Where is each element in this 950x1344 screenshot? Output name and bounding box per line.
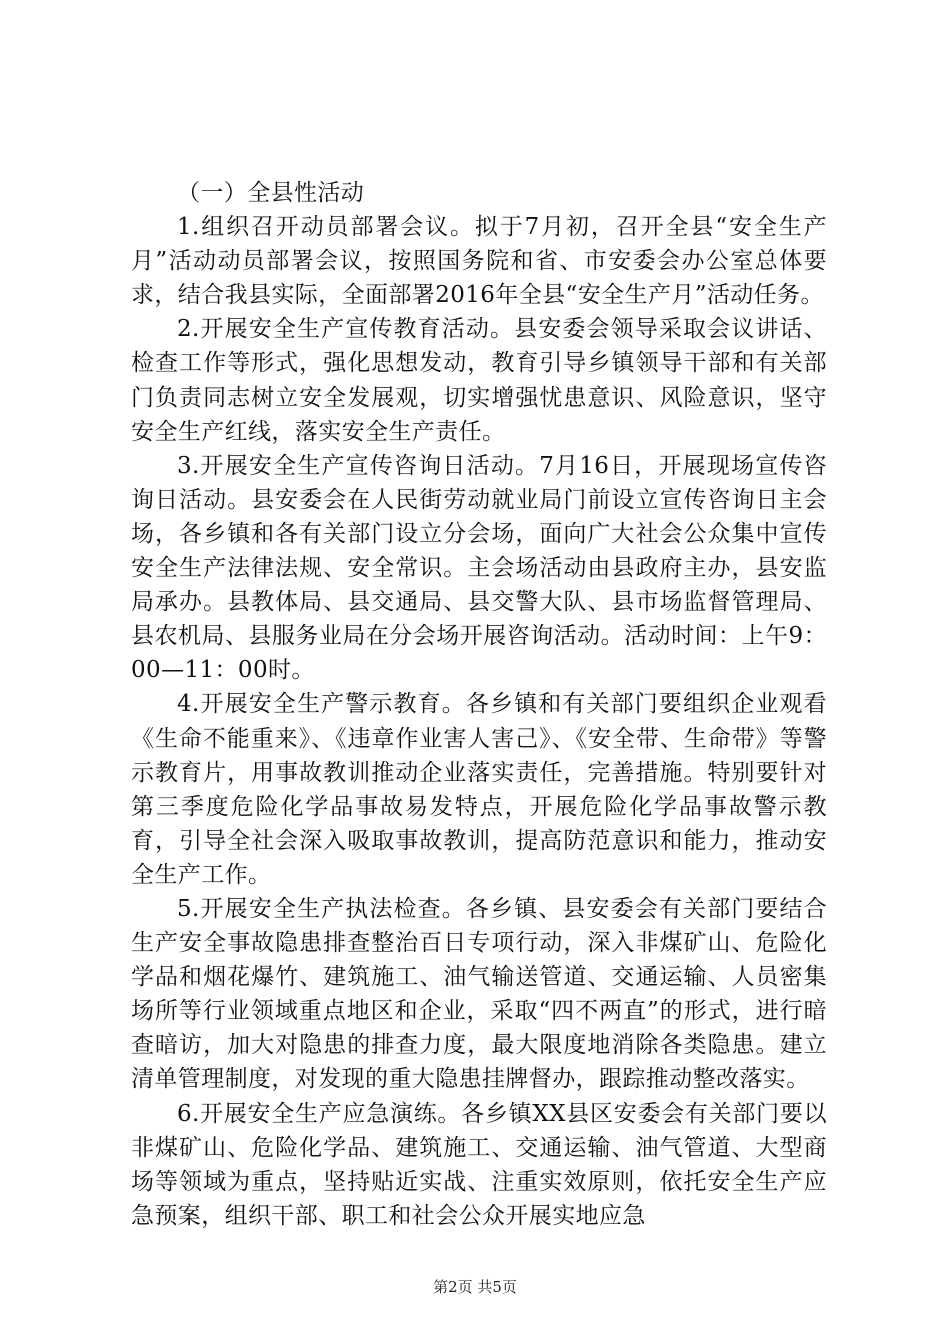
paragraph-item-2: 2.开展安全生产宣传教育活动。县安委会领导采取会议讲话、检查工作等形式，强化思想发动，教育引导乡镇领导干部和有关部门负责同志树立安全发展观，切实增强忧患意识、风险意识，坚守安全生产红线，落实安全生产责任。 [131, 316, 827, 445]
paragraph-item-3: 3.开展安全生产宣传咨询日活动。7月16日，开展现场宣传咨询日活动。县安委会在人民街劳动就业局门前设立宣传咨询日主会场，各乡镇和各有关部门设立分会场，面向广大社会公众集中宣传安全生产法律法规、安全常识。主会场活动由县政府主办，县安监局承办。县教体局、县交通局、县交警大队、县市场监督管理局、县农机局、县服务业局在分会场开展咨询活动。活动时间：上午9：00—11：00时。 [131, 452, 827, 684]
paragraph-item-4: 4.开展安全生产警示教育。各乡镇和有关部门要组织企业观看《生命不能重来》、《违章作业害人害己》、《安全带、生命带》等警示教育片，用事故教训推动企业落实责任，完善措施。特别要针对第三季度危险化学品事故易发特点，开展危险化学品事故警示教育，引导全社会深入吸取事故教训，提高防范意识和能力，推动安全生产工作。 [131, 691, 827, 888]
paragraph-item-1: 1.组织召开动员部署会议。拟于7月初，召开全县“安全生产月”活动动员部署会议，按照国务院和省、市安委会办公室总体要求，结合我县实际，全面部署2016年全县“安全生产月”活动任务。 [131, 214, 827, 309]
document-body [131, 176, 827, 1233]
page-footer: 第2页 共5页 [433, 1278, 517, 1296]
paragraph-item-5: 5.开展安全生产执法检查。各乡镇、县安委会有关部门要结合生产安全事故隐患排查整治百日专项行动，深入非煤矿山、危险化学品和烟花爆竹、建筑施工、油气输送管道、交通运输、人员密集场所等行业领域重点地区和企业，采取“四不两直”的形式，进行暗查暗访，加大对隐患的排查力度，最大限度地消除各类隐患。建立清单管理制度，对发现的重大隐患挂牌督办，跟踪推动整改落实。 [131, 895, 827, 1093]
section-heading: （一）全县性活动 [177, 180, 365, 206]
paragraph-item-6: 6.开展安全生产应急演练。各乡镇XX县区安委会有关部门要以非煤矿山、危险化学品、建筑施工、交通运输、油气管道、大型商场等领域为重点，坚持贴近实战、注重实效原则，依托安全生产应急预案，组织干部、职工和社会公众开展实地应急 [131, 1100, 827, 1229]
